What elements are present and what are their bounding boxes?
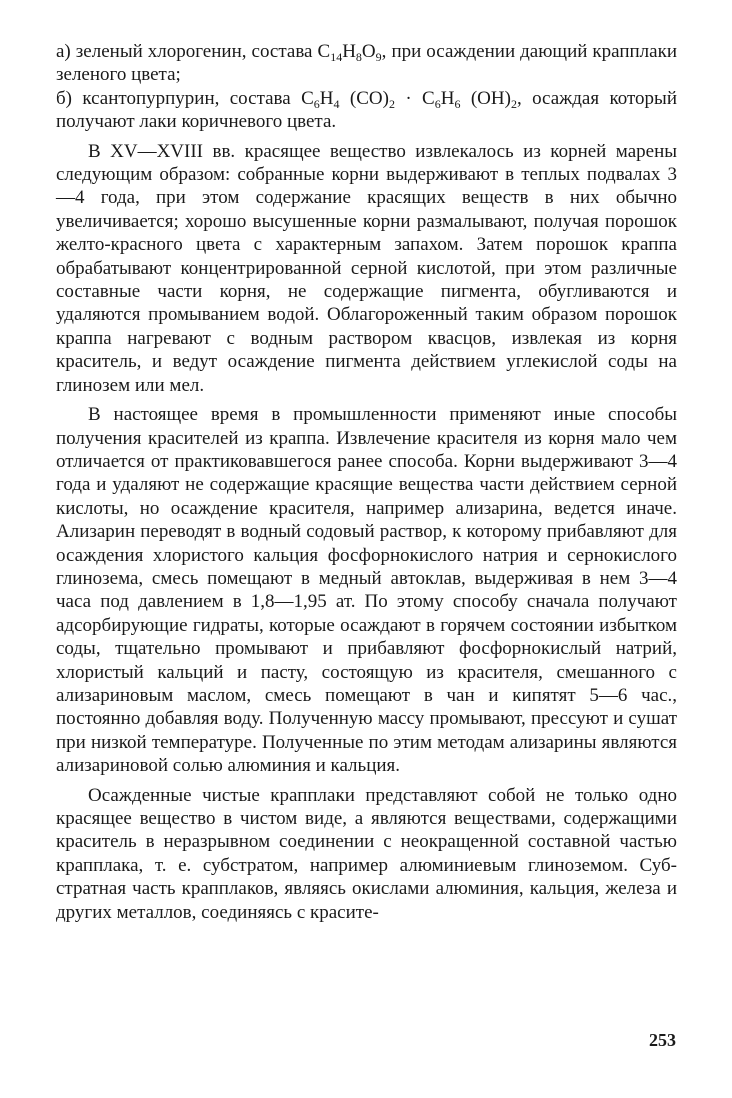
paragraph-history: В XV—XVIII вв. красящее вещество извлекалось из корней марены следующим образом: собранные корни выдерживают в теплых подвалах 3—4 года, при этом содержание красящих веществ в них обычно увеличивается; хорошо высушенные корни размалывают, получая порошок желто-красного цвета с характерным запахом. Затем порошок краппа обрабатывают концентрированной серной кислотой, при этом различные составные части корня, не содержащие пигмента, обугливаются и удаляются промыванием водой. Облагороженный таким образом порошок краппа нагревают с водным раствором квасцов, извлекая из корня краситель, и ведут осаждение пигмента действием углекислой соды на глинозем или мел. [56,140,677,396]
list-item-a: а) зеленый хлорогенин, состава $C_{14}H_8O_9$, при осаждении дающий крапплаки зеленого цвета; [56,41,677,86]
paragraph-crapplaki: Осажденные чистые крапплаки представляют собой не только одно красящее вещество в чистом виде, а являются веществами, содержащими краситель в неразрывном соединении с неокращенной составной частью крапплака, т. е. субстратом, например алюминиевым глиноземом. Субстратная часть крапплаков, являясь окислами алюминия, кальция, железа и других металлов, соединяясь с красите- [56,784,677,923]
paragraph-modern-methods: В настоящее время в промышленности применяют иные способы получения красителей из краппа. Извлечение красителя из корня мало чем отличается от практиковавшегося ранее способа. Корни выдерживают 3—4 года и удаляют не содержащие красящие вещества части действием серной кислоты, но осаждение красителя, например ализарина, ведется иначе. Ализарин переводят в водный содовый раствор, к которому прибавляют для осаждения хлористого кальция фосфорнокислого натрия и сернoкислого глинозема, смесь помещают в медный автоклав, выдерживая в нем 3—4 часа под давлением в 1,8—1,95 ат. По этому способу сначала получают адсорбирующие гидраты, которые осаждают в горячем состоянии избытком соды, тщательно промывают и прибавляют фосфорнокислый натрий, хлористый кальций и пасту, состоящую из красителя, смешанного с ализариновым маслом, смесь помещают в чан и кипятят 5—6 час., постоянно добавляя воду. Полученную массу промывают, прессуют и сушат при низкой температуре. Полученные по этим методам ализарины являются ализариновой солью алюминия и кальция. [56,404,677,777]
page-body [56,40,677,924]
page-number: 253 [649,1030,676,1050]
list-item-b: б) ксантопурпурин, состава $C_6H_4$ $(CO)_2 \cdot C_6H_6$ $(OH)_2$, осаждая который получают лаки коричневого цвета. [56,87,677,133]
